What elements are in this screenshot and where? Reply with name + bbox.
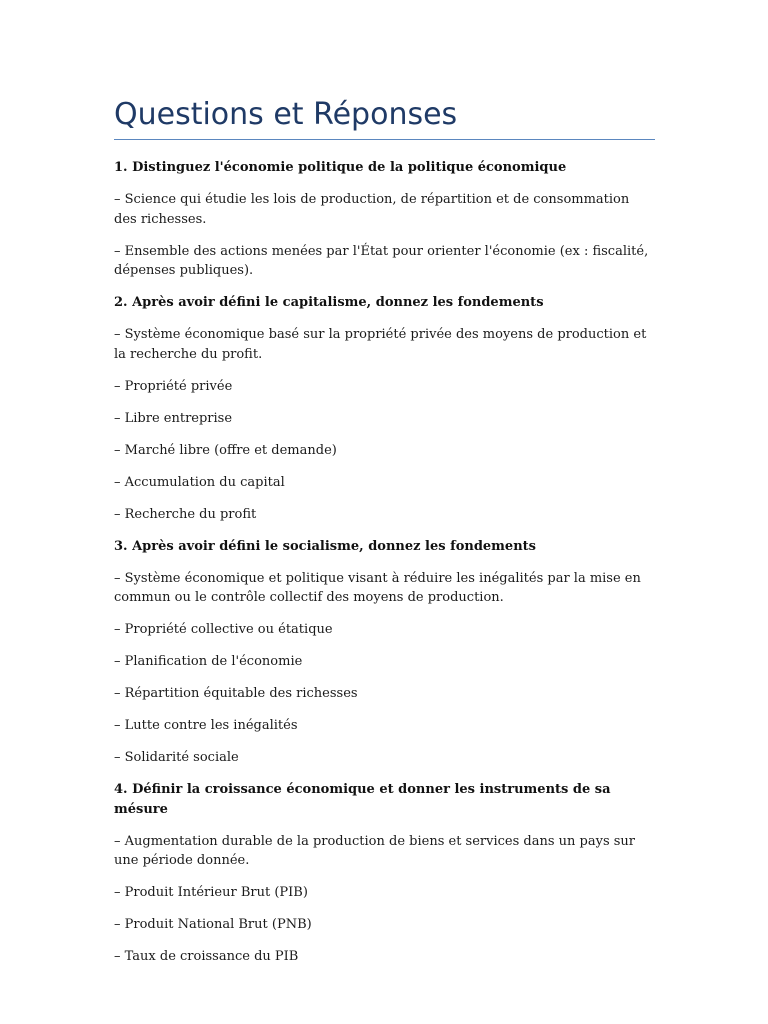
question-heading: 2. Après avoir défini le capitalisme, donnez les fondements <box>114 295 544 310</box>
answer-line: – Recherche du profit <box>114 506 257 522</box>
answer-line: – Système économique basé sur la propriété privée des moyens de production et la recherche du profit. <box>114 327 647 362</box>
question-heading: 4. Définir la croissance économique et donner les instruments de sa mésure <box>114 782 611 817</box>
answer-line: – Propriété collective ou étatique <box>114 622 333 637</box>
answer-line: – Science qui étudie les lois de production, de répartition et de consommation des richesses. <box>114 192 630 227</box>
answer-line: – Produit National Brut (PNB) <box>114 917 312 932</box>
answer-line: – Ensemble des actions menées par l'État pour orienter l'économie (ex : fiscalité, dépenses publiques). <box>114 243 649 278</box>
answer-line: – Produit Intérieur Brut (PIB) <box>114 885 308 900</box>
question-heading: 3. Après avoir défini le socialisme, donnez les fondements <box>114 538 536 554</box>
answer-line: – Accumulation du capital <box>114 474 285 490</box>
answer-line: – Planification de l'économie <box>114 654 303 669</box>
document-body <box>114 158 655 979</box>
answer-line: – Libre entreprise <box>114 410 233 426</box>
question-heading: 1. Distinguez l'économie politique de la politique économique <box>114 160 567 175</box>
answer-line: – Solidarité sociale <box>114 750 239 765</box>
answer-line: – Propriété privée <box>114 378 233 394</box>
answer-line: – Taux de croissance du PIB <box>114 949 299 964</box>
answer-line: – Marché libre (offre et demande) <box>114 442 337 458</box>
answer-line: – Répartition équitable des richesses <box>114 686 358 701</box>
answer-line: – Lutte contre les inégalités <box>114 718 298 733</box>
answer-line: – Système économique et politique visant à réduire les inégalités par la mise en commun ou le contrôle collectif des moyens de production. <box>114 570 641 605</box>
answer-line: – Augmentation durable de la production de biens et services dans un pays sur une période donnée. <box>114 833 636 868</box>
document-title: Questions et Réponses <box>114 97 458 132</box>
title-underline <box>114 139 655 140</box>
